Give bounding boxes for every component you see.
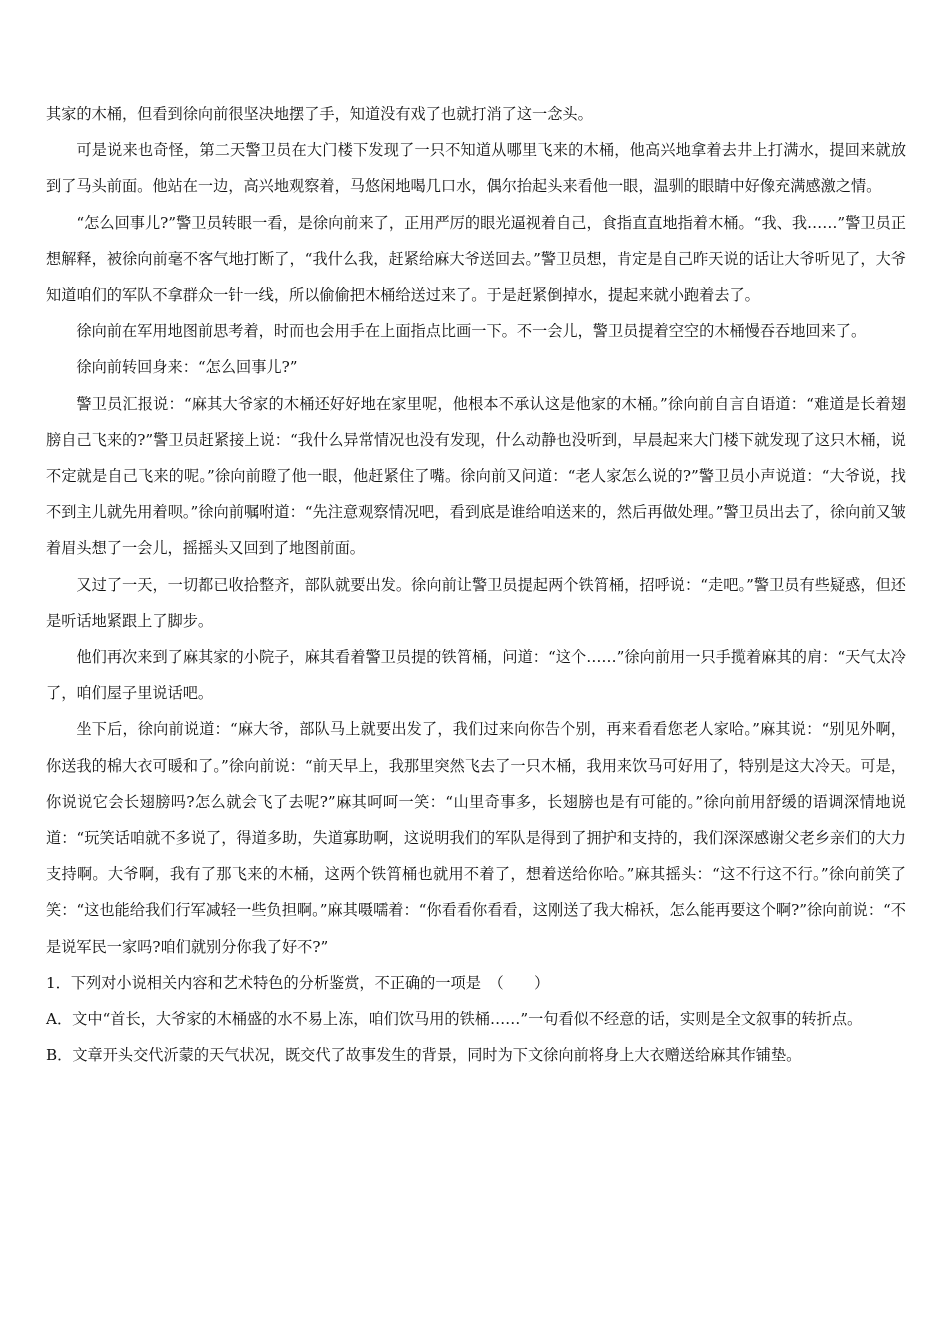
paragraph: 可是说来也奇怪，第二天警卫员在大门楼下发现了一只不知道从哪里飞来的木桶，他高兴地拿着去井上打满水，提回来就放到了马头前面。他站在一边，高兴地观察着，马悠闲地喝几口水，偶尔抬起头来看他一眼，温驯的眼睛中好像充满感激之情。 xyxy=(46,141,906,196)
paragraph: 徐向前在军用地图前思考着，时而也会用手在上面指点比画一下。不一会儿，警卫员提着空空的木桶慢吞吞地回来了。 xyxy=(76,322,867,341)
question-block xyxy=(46,965,906,1073)
question-stem: 1．下列对小说相关内容和艺术特色的分析鉴赏，不正确的一项是 （ ） xyxy=(46,973,550,992)
paragraph: 坐下后，徐向前说道：“麻大爷，部队马上就要出发了，我们过来向你告个别，再来看看您老人家哈。”麻其说：“别见外啊，你送我的棉大衣可暖和了。”徐向前说：“前天早上，我那里突然飞去了一只木桶，我用来饮马可好用了，特别是这大冷天。可是，你说说它会长翅膀吗?怎么就会飞了去呢?”麻其呵呵一笑：“山里奇事多，长翅膀也是有可能的。”徐向前用舒缓的语调深情地说道：“玩笑话咱就不多说了，得道多助，失道寡助啊，这说明我们的军队是得到了拥护和支持的，我们深深感谢父老乡亲们的大力支持啊。大爷啊，我有了那飞来的木桶，这两个铁筲桶也就用不着了，想着送给你哈。”麻其摇头：“这不行这不行。”徐向前笑了笑：“这也能给我们行军减轻一些负担啊。”麻其嗫嚅着：“你看看你看看，这刚送了我大棉袄，怎么能再要这个啊?”徐向前说：“不是说军民一家吗?咱们就别分你我了好不?” xyxy=(46,720,906,956)
paragraph: 警卫员汇报说：“麻其大爷家的木桶还好好地在家里呢，他根本不承认这是他家的木桶。”徐向前自言自语道：“难道是长着翅膀自己飞来的?”警卫员赶紧接上说：“我什么异常情况也没有发现，什么动静也没听到，早晨起来大门楼下就发现了这只木桶，说不定就是自己飞来的呢。”徐向前瞪了他一眼，他赶紧住了嘴。徐向前又问道：“老人家怎么说的?”警卫员小声说道：“大爷说，找不到主儿就先用着呗。”徐向前嘱咐道：“先注意观察情况吧，看到底是谁给咱送来的，然后再做处理。”警卫员出去了，徐向前又皱着眉头想了一会儿，摇摇头又回到了地图前面。 xyxy=(46,394,906,558)
paragraph: 他们再次来到了麻其家的小院子，麻其看着警卫员提的铁筲桶，问道：“这个……”徐向前用一只手揽着麻其的肩：“天气太冷了，咱们屋子里说话吧。 xyxy=(46,648,906,703)
paragraph: 又过了一天，一切都已收拾整齐，部队就要出发。徐向前让警卫员提起两个铁筲桶，招呼说：“走吧。”警卫员有些疑惑，但还是听话地紧跟上了脚步。 xyxy=(46,575,906,630)
document-page xyxy=(46,96,906,1073)
question-option-a: A．文中“首长，大爷家的木桶盛的水不易上冻，咱们饮马用的铁桶……”一句看似不经意的话，实则是全文叙事的转折点。 xyxy=(46,1009,863,1028)
paragraph: 徐向前转回身来：“怎么回事儿?” xyxy=(76,358,298,377)
paragraph: “怎么回事儿?”警卫员转眼一看，是徐向前来了，正用严厉的眼光逼视着自己，食指直直地指着木桶。“我、我……”警卫员正想解释，被徐向前毫不客气地打断了，“我什么我，赶紧给麻大爷送回去。”警卫员想，肯定是自己昨天说的话让大爷听见了，大爷知道咱们的军队不拿群众一针一线，所以偷偷把木桶给送过来了。于是赶紧倒掉水，提起来就小跑着去了。 xyxy=(46,213,906,305)
paragraph: 其家的木桶，但看到徐向前很坚决地摆了手，知道没有戏了也就打消了这一念头。 xyxy=(46,105,593,123)
question-option-b: B．文章开头交代沂蒙的天气状况，既交代了故事发生的背景，同时为下文徐向前将身上大衣赠送给麻其作铺垫。 xyxy=(46,1045,802,1064)
